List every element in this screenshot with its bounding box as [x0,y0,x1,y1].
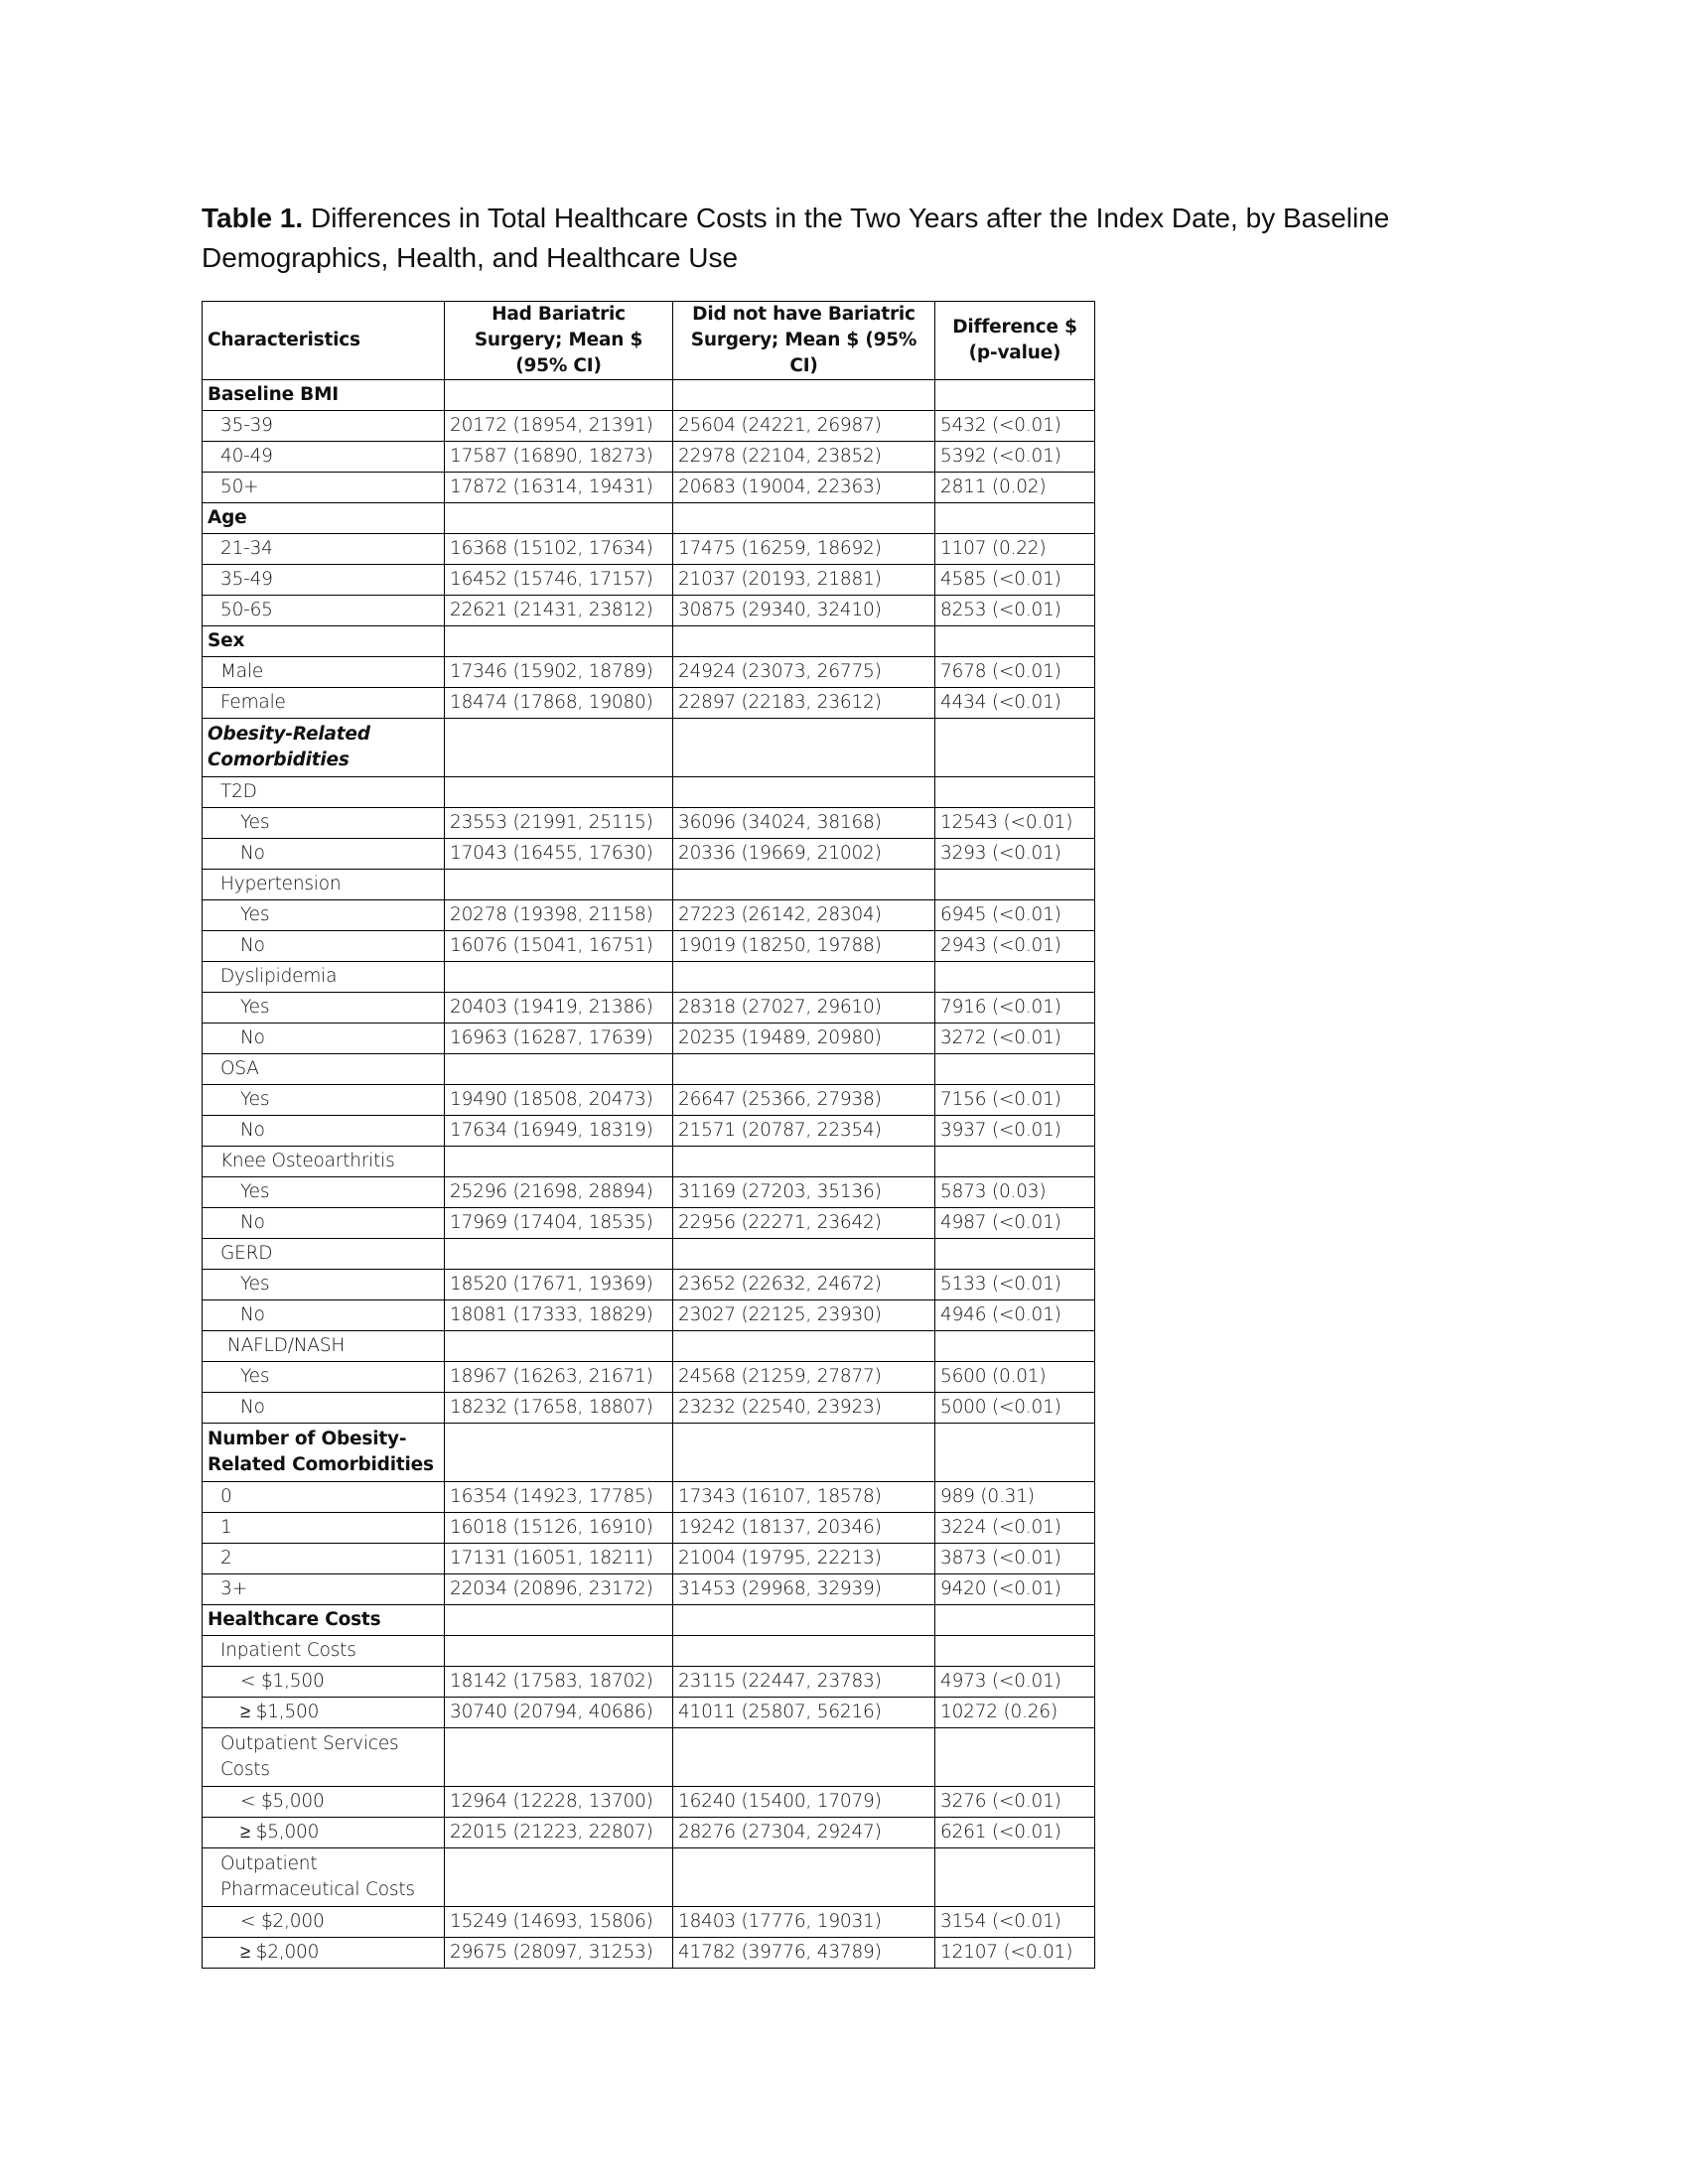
cell-had-surgery: 29675 (28097, 31253) [445,1938,673,1969]
cell-difference: 4585 (<0.01) [935,565,1095,596]
cell-had-surgery: 30740 (20794, 40686) [445,1698,673,1728]
cell-had-surgery: 17872 (16314, 19431) [445,473,673,503]
row-label: ≥ $5,000 [203,1818,445,1848]
table-row [203,503,1095,534]
row-label: 50+ [203,473,445,503]
cell-difference [935,1424,1095,1482]
row-label: No [203,839,445,870]
cell-difference: 9420 (<0.01) [935,1574,1095,1605]
row-label: Outpatient Services Costs [203,1728,445,1787]
row-label: No [203,1393,445,1424]
row-label: Hypertension [203,870,445,900]
row-label: Inpatient Costs [203,1636,445,1667]
cell-no-surgery: 20235 (19489, 20980) [673,1024,935,1054]
cell-difference: 2811 (0.02) [935,473,1095,503]
cell-difference [935,870,1095,900]
cell-difference [935,1605,1095,1636]
table-row [203,870,1095,900]
cell-had-surgery: 16018 (15126, 16910) [445,1513,673,1544]
cell-no-surgery: 18403 (17776, 19031) [673,1907,935,1938]
row-label: No [203,1208,445,1239]
cell-had-surgery [445,719,673,777]
cell-difference [935,380,1095,411]
table-row [203,534,1095,565]
table-row [203,1393,1095,1424]
table-row [203,1605,1095,1636]
cell-difference [935,719,1095,777]
row-label: No [203,1300,445,1331]
cell-difference: 8253 (<0.01) [935,596,1095,626]
cell-difference: 3276 (<0.01) [935,1787,1095,1818]
row-label: Yes [203,993,445,1024]
cell-difference: 10272 (0.26) [935,1698,1095,1728]
table-row [203,442,1095,473]
row-label: Knee Osteoarthritis [203,1147,445,1177]
cell-difference: 12107 (<0.01) [935,1938,1095,1969]
cell-had-surgery: 17969 (17404, 18535) [445,1208,673,1239]
cell-had-surgery [445,1424,673,1482]
cell-had-surgery: 18520 (17671, 19369) [445,1270,673,1300]
cell-had-surgery: 18081 (17333, 18829) [445,1300,673,1331]
row-label: 1 [203,1513,445,1544]
cell-difference: 3224 (<0.01) [935,1513,1095,1544]
cell-had-surgery: 17587 (16890, 18273) [445,442,673,473]
cell-no-surgery: 28276 (27304, 29247) [673,1818,935,1848]
cell-no-surgery [673,1605,935,1636]
cell-had-surgery [445,1728,673,1787]
row-label: OSA [203,1054,445,1085]
cell-had-surgery [445,962,673,993]
cell-no-surgery: 41782 (39776, 43789) [673,1938,935,1969]
table-row [203,1085,1095,1116]
row-label: Yes [203,808,445,839]
header-had-surgery: Had Bariatric Surgery; Mean $ (95% CI) [445,302,673,380]
cell-difference [935,962,1095,993]
cell-no-surgery [673,1054,935,1085]
cell-no-surgery: 21571 (20787, 22354) [673,1116,935,1147]
cell-difference [935,1054,1095,1085]
row-label: T2D [203,777,445,808]
cell-no-surgery: 21037 (20193, 21881) [673,565,935,596]
row-label: No [203,931,445,962]
row-label: Baseline BMI [203,380,445,411]
table-row [203,1300,1095,1331]
table-row [203,1239,1095,1270]
cell-had-surgery: 17131 (16051, 18211) [445,1544,673,1574]
cell-had-surgery: 20172 (18954, 21391) [445,411,673,442]
cell-had-surgery: 16076 (15041, 16751) [445,931,673,962]
table-body [203,380,1095,1969]
cell-no-surgery: 22956 (22271, 23642) [673,1208,935,1239]
table-caption-label: Table 1. [202,203,304,233]
table-row [203,1482,1095,1513]
table-row [203,1667,1095,1698]
cell-difference: 12543 (<0.01) [935,808,1095,839]
row-label: 0 [203,1482,445,1513]
row-label: No [203,1024,445,1054]
cell-no-surgery: 23652 (22632, 24672) [673,1270,935,1300]
table-row [203,1938,1095,1969]
cell-difference: 3937 (<0.01) [935,1116,1095,1147]
row-label: Sex [203,626,445,657]
table-row [203,1331,1095,1362]
cell-had-surgery [445,1331,673,1362]
row-label: < $2,000 [203,1907,445,1938]
row-label: 50-65 [203,596,445,626]
table-row [203,1424,1095,1482]
cell-difference: 5133 (<0.01) [935,1270,1095,1300]
table-row [203,1177,1095,1208]
cell-no-surgery [673,1728,935,1787]
table-caption-text: Differences in Total Healthcare Costs in the Two Years after the Index Date, by Baseline Demographics, Health, and Healthcare Use [202,203,1390,273]
cell-difference: 989 (0.31) [935,1482,1095,1513]
table-row [203,688,1095,719]
cell-no-surgery: 24924 (23073, 26775) [673,657,935,688]
cell-had-surgery: 18967 (16263, 21671) [445,1362,673,1393]
cell-had-surgery [445,1147,673,1177]
cell-no-surgery [673,719,935,777]
cell-had-surgery: 17043 (16455, 17630) [445,839,673,870]
table-row [203,1848,1095,1907]
row-label: 3+ [203,1574,445,1605]
cell-no-surgery: 22897 (22183, 23612) [673,688,935,719]
table-row [203,1636,1095,1667]
cell-no-surgery: 21004 (19795, 22213) [673,1544,935,1574]
cell-no-surgery: 23027 (22125, 23930) [673,1300,935,1331]
cell-had-surgery [445,1239,673,1270]
row-label: ≥ $1,500 [203,1698,445,1728]
cell-had-surgery [445,870,673,900]
cell-no-surgery: 28318 (27027, 29610) [673,993,935,1024]
cell-no-surgery [673,1147,935,1177]
table-row [203,1270,1095,1300]
cell-had-surgery [445,1848,673,1907]
cell-difference [935,1239,1095,1270]
row-label: Yes [203,900,445,931]
cell-no-surgery: 16240 (15400, 17079) [673,1787,935,1818]
cell-no-surgery: 31169 (27203, 35136) [673,1177,935,1208]
table-row [203,777,1095,808]
cell-no-surgery: 19019 (18250, 19788) [673,931,935,962]
cell-had-surgery [445,1054,673,1085]
cell-no-surgery: 26647 (25366, 27938) [673,1085,935,1116]
cell-had-surgery [445,503,673,534]
cell-difference [935,503,1095,534]
cell-no-surgery: 22978 (22104, 23852) [673,442,935,473]
cell-no-surgery: 27223 (26142, 28304) [673,900,935,931]
table-row [203,1513,1095,1544]
table-row [203,1907,1095,1938]
table-row [203,1362,1095,1393]
cell-difference: 2943 (<0.01) [935,931,1095,962]
cell-no-surgery: 31453 (29968, 32939) [673,1574,935,1605]
row-label: < $5,000 [203,1787,445,1818]
header-characteristics: Characteristics [203,302,445,380]
table-row [203,1147,1095,1177]
cell-no-surgery [673,380,935,411]
cell-had-surgery [445,1636,673,1667]
row-label: 21-34 [203,534,445,565]
cell-no-surgery [673,777,935,808]
cell-no-surgery: 17343 (16107, 18578) [673,1482,935,1513]
cell-difference [935,1728,1095,1787]
cell-had-surgery: 12964 (12228, 13700) [445,1787,673,1818]
cell-difference: 3873 (<0.01) [935,1544,1095,1574]
cell-no-surgery [673,1636,935,1667]
row-label: ≥ $2,000 [203,1938,445,1969]
table-row [203,1208,1095,1239]
cell-difference: 7156 (<0.01) [935,1085,1095,1116]
table-row [203,1544,1095,1574]
cell-difference [935,1636,1095,1667]
cell-difference: 4987 (<0.01) [935,1208,1095,1239]
table-header-row [203,302,1095,380]
cell-had-surgery: 18232 (17658, 18807) [445,1393,673,1424]
cell-had-surgery: 22034 (20896, 23172) [445,1574,673,1605]
cell-difference: 3293 (<0.01) [935,839,1095,870]
table-row [203,719,1095,777]
cell-had-surgery: 22621 (21431, 23812) [445,596,673,626]
row-label: 35-39 [203,411,445,442]
cell-no-surgery [673,962,935,993]
table-row [203,993,1095,1024]
cell-had-surgery: 15249 (14693, 15806) [445,1907,673,1938]
cell-no-surgery: 30875 (29340, 32410) [673,596,935,626]
cell-no-surgery [673,503,935,534]
cell-difference: 4973 (<0.01) [935,1667,1095,1698]
cell-no-surgery [673,1424,935,1482]
table-row [203,380,1095,411]
row-label: Age [203,503,445,534]
cell-no-surgery: 41011 (25807, 56216) [673,1698,935,1728]
cell-no-surgery: 24568 (21259, 27877) [673,1362,935,1393]
cell-had-surgery: 16452 (15746, 17157) [445,565,673,596]
row-label: GERD [203,1239,445,1270]
row-label: No [203,1116,445,1147]
table-row [203,1698,1095,1728]
cell-had-surgery: 20278 (19398, 21158) [445,900,673,931]
table-row [203,931,1095,962]
cell-no-surgery: 23115 (22447, 23783) [673,1667,935,1698]
cell-difference [935,1848,1095,1907]
cell-no-surgery [673,1848,935,1907]
cell-no-surgery: 36096 (34024, 38168) [673,808,935,839]
table-row [203,900,1095,931]
cell-no-surgery [673,870,935,900]
table-row [203,626,1095,657]
table-row [203,596,1095,626]
row-label: Yes [203,1177,445,1208]
cell-difference: 1107 (0.22) [935,534,1095,565]
row-label: Dyslipidemia [203,962,445,993]
cell-no-surgery: 17475 (16259, 18692) [673,534,935,565]
cell-had-surgery [445,626,673,657]
cell-no-surgery: 20336 (19669, 21002) [673,839,935,870]
table-row [203,565,1095,596]
header-no-surgery: Did not have Bariatric Surgery; Mean $ (95% CI) [673,302,935,380]
table-row [203,1024,1095,1054]
row-label: 40-49 [203,442,445,473]
cell-had-surgery: 17634 (16949, 18319) [445,1116,673,1147]
table-row [203,473,1095,503]
table-row [203,1787,1095,1818]
header-difference: Difference $ (p-value) [935,302,1095,380]
cell-had-surgery: 25296 (21698, 28894) [445,1177,673,1208]
cell-had-surgery: 16963 (16287, 17639) [445,1024,673,1054]
table-row [203,839,1095,870]
table-row [203,1054,1095,1085]
cell-difference [935,777,1095,808]
cell-difference: 7678 (<0.01) [935,657,1095,688]
cell-difference: 6261 (<0.01) [935,1818,1095,1848]
cell-had-surgery [445,1605,673,1636]
table-row [203,962,1095,993]
cell-had-surgery: 16368 (15102, 17634) [445,534,673,565]
cell-had-surgery: 23553 (21991, 25115) [445,808,673,839]
row-label: Number of Obesity-Related Comorbidities [203,1424,445,1482]
cell-difference: 5432 (<0.01) [935,411,1095,442]
cell-no-surgery: 20683 (19004, 22363) [673,473,935,503]
cell-no-surgery: 23232 (22540, 23923) [673,1393,935,1424]
table-row [203,411,1095,442]
costs-table [202,301,1095,1969]
table-row [203,1116,1095,1147]
cell-difference: 5873 (0.03) [935,1177,1095,1208]
cell-difference: 7916 (<0.01) [935,993,1095,1024]
row-label: NAFLD/NASH [203,1331,445,1362]
cell-had-surgery: 19490 (18508, 20473) [445,1085,673,1116]
cell-difference: 5600 (0.01) [935,1362,1095,1393]
cell-difference [935,1331,1095,1362]
row-label: 35-49 [203,565,445,596]
cell-no-surgery: 19242 (18137, 20346) [673,1513,935,1544]
cell-no-surgery [673,626,935,657]
table-row [203,657,1095,688]
row-label: Healthcare Costs [203,1605,445,1636]
cell-difference: 4434 (<0.01) [935,688,1095,719]
cell-had-surgery [445,777,673,808]
row-label: 2 [203,1544,445,1574]
row-label: Male [203,657,445,688]
table-row [203,1574,1095,1605]
table-caption [202,199,1492,278]
row-label: Outpatient Pharmaceutical Costs [203,1848,445,1907]
cell-difference [935,626,1095,657]
row-label: Female [203,688,445,719]
cell-had-surgery: 16354 (14923, 17785) [445,1482,673,1513]
cell-difference: 5000 (<0.01) [935,1393,1095,1424]
cell-difference: 4946 (<0.01) [935,1300,1095,1331]
table-row [203,808,1095,839]
row-label: Obesity-Related Comorbidities [203,719,445,777]
cell-difference: 5392 (<0.01) [935,442,1095,473]
cell-difference [935,1147,1095,1177]
cell-no-surgery: 25604 (24221, 26987) [673,411,935,442]
cell-no-surgery [673,1239,935,1270]
cell-had-surgery [445,380,673,411]
row-label: Yes [203,1270,445,1300]
table-row [203,1728,1095,1787]
cell-no-surgery [673,1331,935,1362]
table-row [203,1818,1095,1848]
cell-difference: 3272 (<0.01) [935,1024,1095,1054]
cell-had-surgery: 18474 (17868, 19080) [445,688,673,719]
cell-had-surgery: 18142 (17583, 18702) [445,1667,673,1698]
cell-had-surgery: 20403 (19419, 21386) [445,993,673,1024]
cell-difference: 3154 (<0.01) [935,1907,1095,1938]
cell-difference: 6945 (<0.01) [935,900,1095,931]
row-label: Yes [203,1362,445,1393]
cell-had-surgery: 22015 (21223, 22807) [445,1818,673,1848]
row-label: Yes [203,1085,445,1116]
row-label: < $1,500 [203,1667,445,1698]
cell-had-surgery: 17346 (15902, 18789) [445,657,673,688]
